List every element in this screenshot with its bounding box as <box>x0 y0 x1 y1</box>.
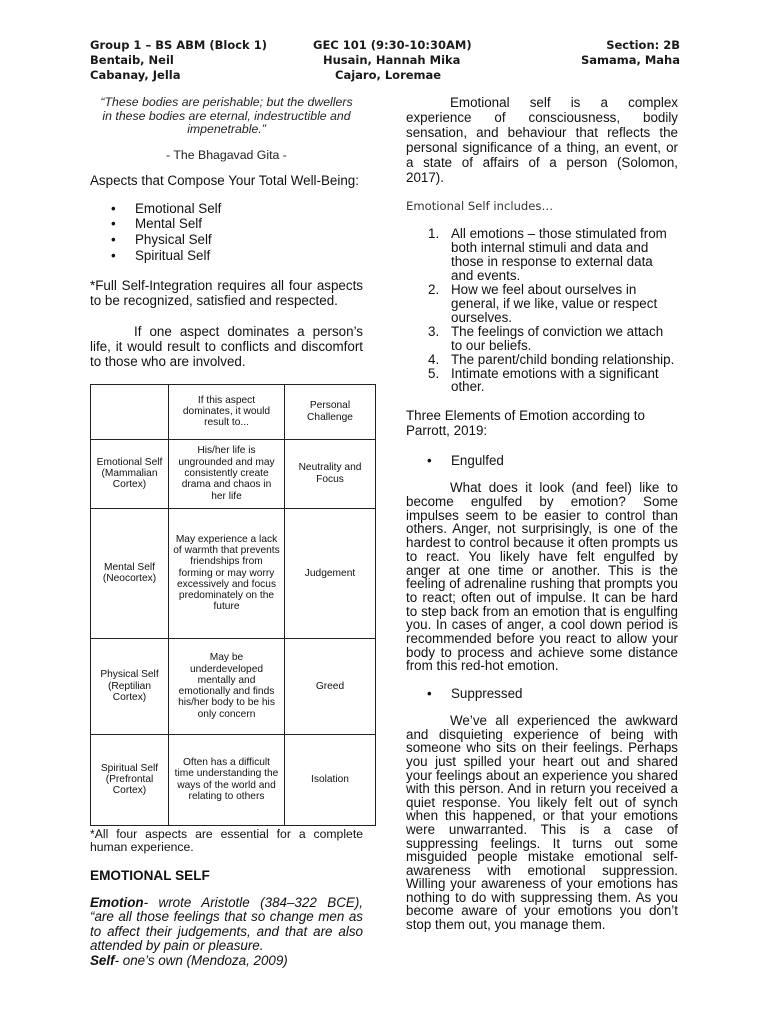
list-item: 3. The feelings of conviction we attach to our beliefs. <box>428 323 664 353</box>
table-row <box>91 734 376 825</box>
includes-lead: Emotional Self includes… <box>406 199 554 214</box>
list-item: 1. All emotions – those stimulated from both internal stimuli and data and those in response to external data and events. <box>428 226 667 284</box>
header-member: Bentaib, Neil <box>90 53 174 67</box>
header-group: Group 1 – BS ABM (Block 1) <box>90 38 267 52</box>
list-item: • Spiritual Self <box>90 248 363 264</box>
header-member: Cabanay, Jella <box>90 68 181 82</box>
table-cell-result: Often has a difficult time understanding the ways of the world and relating to others <box>169 734 285 825</box>
right-column <box>406 96 678 932</box>
header-member: Samama, Maha <box>580 53 680 67</box>
table-cell-aspect: Spiritual Self (Prefrontal Cortex) <box>91 734 169 825</box>
aspects-table <box>90 384 376 826</box>
header-member: Husain, Hannah Mika <box>323 53 461 67</box>
table-cell-aspect: Physical Self (Reptilian Cortex) <box>91 638 169 734</box>
engulfed-label: • Engulfed <box>406 453 678 468</box>
list-item-text: Intimate emotions with a significant other. <box>451 365 659 395</box>
list-item: • Physical Self <box>90 232 363 248</box>
emotion-term: Emotion <box>90 894 144 910</box>
section-heading: EMOTIONAL SELF <box>90 867 210 883</box>
three-elements-heading: Three Elements of Emotion according to Parrott, 2019: <box>406 408 645 439</box>
list-item: • Emotional Self <box>90 201 363 217</box>
dominance-note: If one aspect dominates a person’s life, it would result to conflicts and discomfort to those who are involved. <box>90 323 363 369</box>
aspects-list <box>90 201 363 264</box>
header-middle <box>313 38 472 83</box>
table-cell-aspect: Emotional Self (Mammalian Cortex) <box>91 439 169 508</box>
header-section: Section: 2B <box>606 38 680 52</box>
table-header-cell: Personal Challenge <box>285 384 376 439</box>
list-item: • Mental Self <box>90 216 363 232</box>
intro-paragraph: Emotional self is a complex experience of consciousness, bodily sensation, and behaviour that reflects the personal significance of a thing, an event, or a state of affairs of a person (Solomon, 2017). <box>406 95 678 185</box>
epigraph-source: - The Bhagavad Gita - <box>166 147 287 162</box>
header-member: Cajaro, Loremae <box>335 68 442 82</box>
table-header-row <box>91 384 376 439</box>
list-item: 5. Intimate emotions with a significant other. <box>428 365 659 395</box>
table-cell-result: May experience a lack of warmth that prevents friendships from forming or may worry excessively and focus predominately on the future <box>169 508 285 638</box>
table-cell-challenge: Greed <box>285 638 376 734</box>
header-right <box>581 38 680 68</box>
table-cell-aspect: Mental Self (Neocortex) <box>91 508 169 638</box>
table-cell-result: His/her life is ungrounded and may consistently create drama and chaos in her life <box>169 439 285 508</box>
integration-note: *Full Self-Integration requires all four aspects to be recognized, satisfied and respected. <box>90 277 363 308</box>
table-row <box>91 439 376 508</box>
table-row <box>91 638 376 734</box>
header-left <box>90 38 267 83</box>
list-item-text: The feelings of conviction we attach to our beliefs. <box>451 323 664 353</box>
self-definition <box>90 954 363 969</box>
engulfed-paragraph: What does it look (and feel) like to become engulfed by emotion? Some impulses seem to be easier to control than others. Anger, not surprisingly, is one of the hardest to control because it often prompts us to react. You likely have felt engulfed by anger at one time or another. This is the feeling of adrenaline rushing that prompts you to react; often out of impulse. It can be hard to step back from an emotion that is engulfing you. In cases of anger, a cool down period is recommended before you react to allow your body to process and achieve some distance from this red-hot emotion. <box>406 480 678 674</box>
table-row <box>91 508 376 638</box>
table-cell-result: May be underdeveloped mentally and emotionally and finds his/her body to be his only concern <box>169 638 285 734</box>
table-cell-challenge: Judgement <box>285 508 376 638</box>
table-header-cell: If this aspect dominates, it would result to... <box>169 384 285 439</box>
left-column <box>90 96 363 969</box>
self-term: Self <box>90 953 115 969</box>
suppressed-paragraph: We’ve all experienced the awkward and disquieting experience of being with someone who sits on their feelings. Perhaps you just spilled your heart out and shared your feelings about an experience you shared with this person. And in return you received a quiet response. You likely felt out of synch when this happened, or that your emotions were unwarranted. This is a case of suppressing feelings. It turns out some misguided people mistake emotional self-awareness with emotional suppression. Willing your awareness of your emotions has nothing to do with suppressing them. As you become aware of your emotions you don’t stop them out, you manage them. <box>406 713 678 933</box>
table-cell-challenge: Isolation <box>285 734 376 825</box>
header-course: GEC 101 (9:30-10:30AM) <box>313 38 472 52</box>
list-item: 4. The parent/child bonding relationship. <box>428 351 675 367</box>
list-item-text: How we feel about ourselves in general, if we like, value or respect ourselves. <box>451 282 658 325</box>
emotion-author: - wrote Aristotle (384–322 BCE), <box>143 894 363 910</box>
list-item-text: All emotions – those stimulated from both internal stimuli and data and those in response to external data and events. <box>451 226 667 284</box>
emotion-definition <box>90 896 363 954</box>
aspects-heading: Aspects that Compose Your Total Well-Being: <box>90 172 359 188</box>
table-footnote: *All four aspects are essential for a complete human experience. <box>90 826 363 855</box>
includes-list <box>406 227 678 394</box>
epigraph-quote: “These bodies are perishable; but the dwellers in these bodies are eternal, indestructible and impenetrable.” <box>100 95 353 136</box>
emotion-quote: “are all those feelings that so change men as to affect their judgements, and that are also attended by pain or pleasure. <box>90 909 363 954</box>
list-item: 2. How we feel about ourselves in general, if we like, value or respect ourselves. <box>428 282 658 325</box>
list-item-text: The parent/child bonding relationship. <box>451 351 675 367</box>
table-cell-challenge: Neutrality and Focus <box>285 439 376 508</box>
table-header-cell <box>91 384 169 439</box>
self-text: - one’s own (Mendoza, 2009) <box>114 953 288 969</box>
suppressed-label: • Suppressed <box>406 686 678 701</box>
